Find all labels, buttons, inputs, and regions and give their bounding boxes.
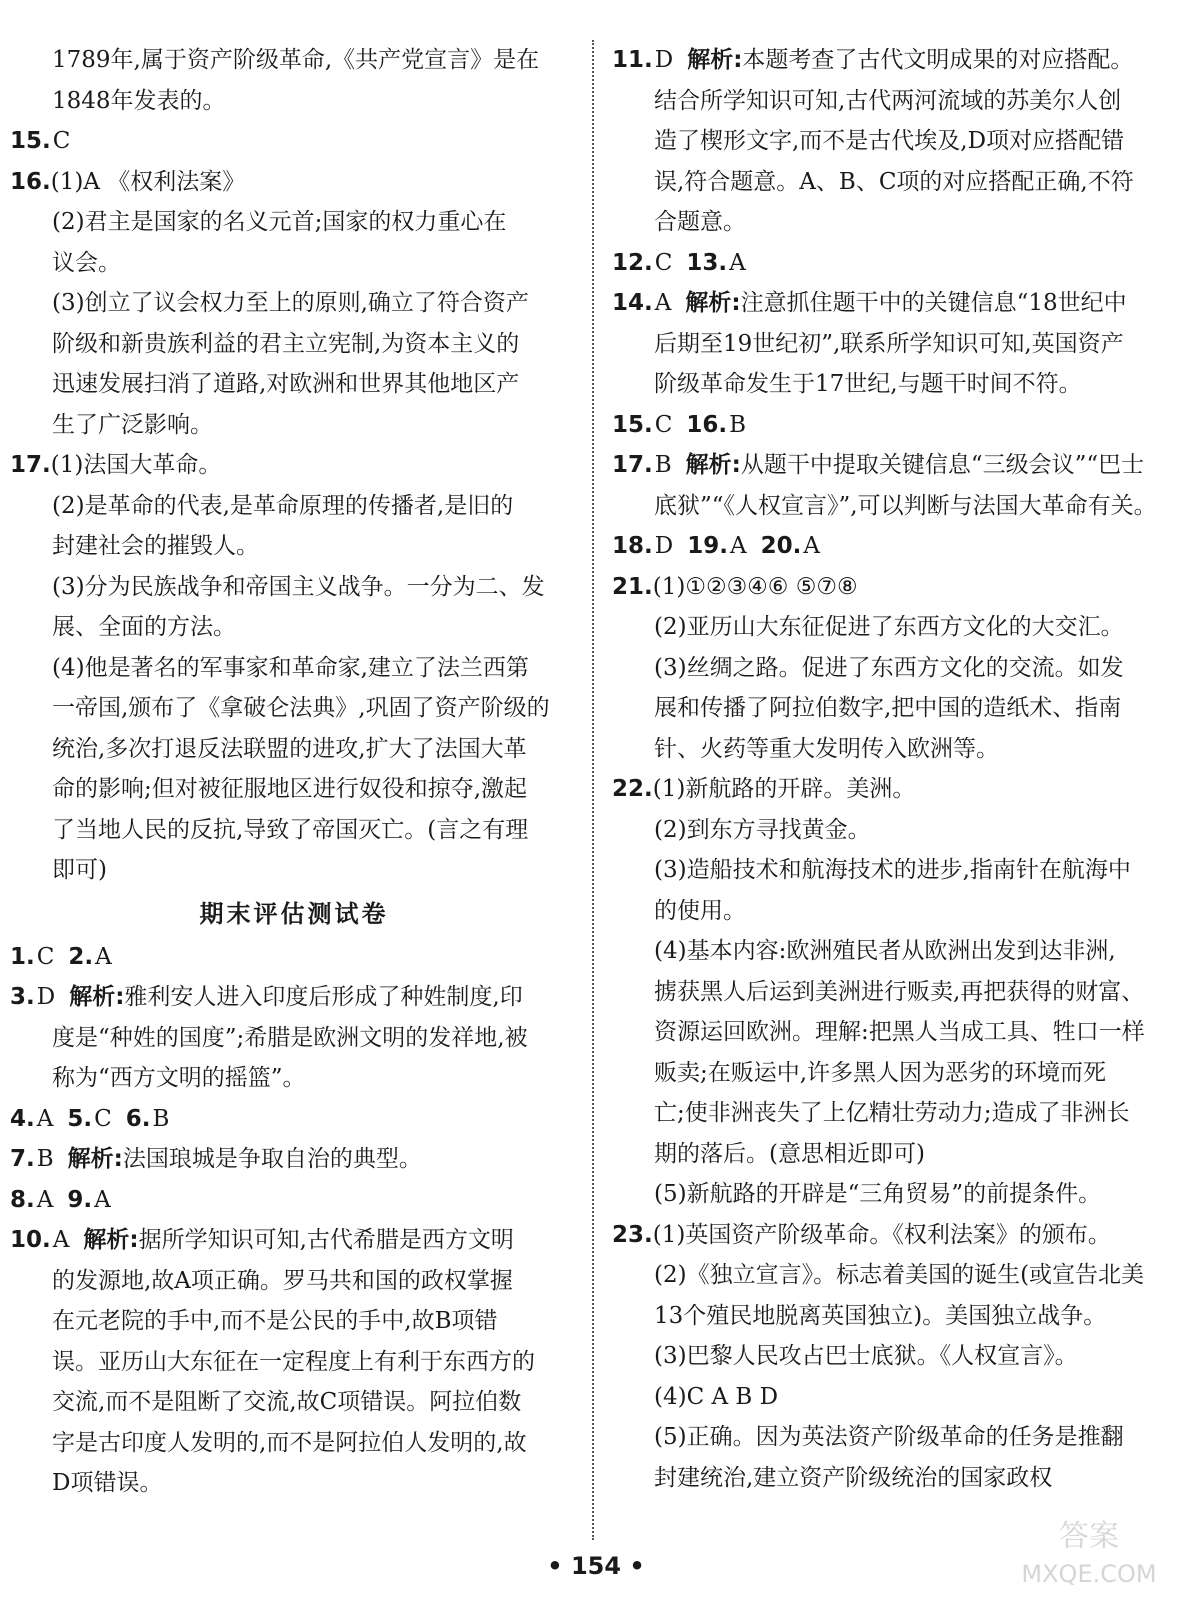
analysis-label: 解析: <box>687 47 743 73</box>
text-line <box>612 972 1184 1013</box>
answer-choice: C <box>52 128 71 154</box>
line-text: (3)丝绸之路。促进了东西方文化的交流。如发 <box>654 654 1124 681</box>
answer-choice: B <box>729 411 747 438</box>
text-line <box>612 1377 1184 1418</box>
line-text: 交流,而不是阻断了交流,故C项错误。阿拉伯数 <box>52 1389 522 1415</box>
question-number: 8. <box>10 1186 35 1213</box>
text-line <box>612 324 1184 365</box>
answer-choice: A <box>729 533 747 559</box>
question-number: 18. <box>612 533 653 559</box>
text-line <box>612 1296 1184 1337</box>
text-line <box>612 1012 1184 1053</box>
line-text: 掳获黑人后运到美洲进行贩卖,再把获得的财富、 <box>654 978 1145 1005</box>
line-text: 据所学知识可知,古代希腊是西方文明 <box>138 1227 514 1253</box>
text-line <box>612 405 1184 446</box>
line-text: 阶级和新贵族利益的君主立宪制,为资本主义的 <box>52 330 520 357</box>
text-line <box>10 283 578 324</box>
line-text: 结合所学知识可知,古代两河流域的苏美尔人创 <box>654 87 1122 114</box>
text-line <box>612 1255 1184 1296</box>
line-text: 命的影响;但对被征服地区进行奴役和掠夺,激起 <box>52 776 528 802</box>
text-line <box>612 607 1184 648</box>
line-text: 在元老院的手中,而不是公民的手中,故B项错 <box>52 1308 498 1334</box>
left-lines <box>10 40 578 891</box>
answer-choice: C <box>654 249 673 276</box>
line-text: 的使用。 <box>654 897 746 924</box>
left-column <box>10 40 578 1504</box>
answer-choice: A <box>94 1186 111 1213</box>
right-column <box>612 40 1184 1498</box>
text-line <box>10 162 578 203</box>
line-text: (2)亚历山大东征促进了东西方文化的大交汇。 <box>654 614 1124 640</box>
text-line <box>10 1099 578 1140</box>
answer-choice: D <box>654 533 674 559</box>
question-number: 10. <box>10 1227 51 1253</box>
line-text: 一帝国,颁布了《拿破仑法典》,巩固了资产阶级的 <box>52 695 550 721</box>
analysis-label: 解析: <box>67 1146 123 1172</box>
line-text: 法国琅城是争取自治的典型。 <box>122 1146 422 1172</box>
svg-text:答案: 答案 <box>1059 1519 1119 1554</box>
svg-text:MXQE.COM: MXQE.COM <box>1021 1560 1157 1588</box>
question-number: 16. <box>686 411 728 438</box>
text-line <box>10 567 578 608</box>
line-text: (4)C A B D <box>654 1383 779 1410</box>
analysis-label: 解析: <box>83 1227 139 1253</box>
text-line <box>612 850 1184 891</box>
line-text: 度是“种姓的国度”;希腊是欧洲文明的发祥地,被 <box>52 1024 528 1051</box>
text-line <box>10 405 578 446</box>
answer-choice: C <box>94 1105 112 1132</box>
text-line <box>10 850 578 891</box>
question-number: 6. <box>125 1105 151 1132</box>
text-line <box>10 1261 578 1302</box>
text-line <box>10 607 578 648</box>
text-line <box>10 769 578 810</box>
line-text: (2)君主是国家的名义元首;国家的权力重心在 <box>52 209 507 235</box>
text-line <box>10 729 578 770</box>
text-line <box>612 1093 1184 1134</box>
text-line <box>10 40 578 81</box>
line-text: 贩卖;在贩运中,许多黑人因为恶劣的环境而死 <box>654 1059 1107 1086</box>
question-number: 4. <box>10 1105 35 1132</box>
line-text: (3)分为民族战争和帝国主义战争。一分为二、发 <box>52 573 545 600</box>
line-text: 期的落后。(意思相近即可) <box>654 1140 925 1167</box>
text-line <box>10 1342 578 1383</box>
line-text: 了当地人民的反抗,导致了帝国灭亡。(言之有理 <box>52 816 529 843</box>
answer-choice: A <box>654 290 672 316</box>
text-line <box>10 121 578 162</box>
line-text: 合题意。 <box>654 209 746 235</box>
line-text: (1)法国大革命。 <box>50 452 222 478</box>
text-line <box>10 243 578 284</box>
text-line <box>10 1139 578 1180</box>
text-line <box>10 688 578 729</box>
line-text: 底狱”“《人权宣言》”,可以判断与法国大革命有关。 <box>654 492 1157 519</box>
question-number: 9. <box>67 1186 93 1213</box>
text-line <box>612 162 1184 203</box>
line-text: (1)新航路的开辟。美洲。 <box>652 776 916 802</box>
answer-choice: A <box>803 533 820 559</box>
text-line <box>612 243 1184 284</box>
text-line <box>10 1423 578 1464</box>
line-text: (5)新航路的开辟是“三角贸易”的前提条件。 <box>654 1181 1102 1207</box>
answer-choice: A <box>729 249 746 276</box>
line-text: 从题干中提取关键信息“三级会议”“巴士 <box>740 452 1145 478</box>
line-text: 即可) <box>52 857 107 883</box>
analysis-label: 解析: <box>69 984 125 1010</box>
text-line <box>10 648 578 689</box>
line-text: 展、全面的方法。 <box>52 614 236 640</box>
line-text: 阶级革命发生于17世纪,与题干时间不符。 <box>654 371 1082 397</box>
question-number: 13. <box>686 249 728 276</box>
line-text: (2)到东方寻找黄金。 <box>654 816 871 843</box>
text-line <box>612 1174 1184 1215</box>
line-text: 的发源地,故A项正确。罗马共和国的政权掌握 <box>52 1267 513 1294</box>
question-number: 5. <box>67 1105 93 1132</box>
text-line <box>10 810 578 851</box>
line-text: 误,符合题意。A、B、C项的对应搭配正确,不符 <box>654 168 1134 195</box>
question-number: 15. <box>612 411 653 438</box>
line-text: (3)巴黎人民攻占巴士底狱。《人权宣言》。 <box>654 1343 1078 1369</box>
line-text: 议会。 <box>52 249 121 276</box>
line-text: 雅利安人进入印度后形成了种姓制度,印 <box>124 984 523 1010</box>
line-text: (2)《独立宣言》。标志着美国的诞生(或宣告北美 <box>654 1262 1145 1288</box>
text-line <box>10 1382 578 1423</box>
line-text: 字是古印度人发明的,而不是阿拉伯人发明的,故 <box>52 1429 527 1456</box>
answer-choice: A <box>95 943 112 970</box>
text-line <box>612 364 1184 405</box>
line-text: (1)①②③④⑥ ⑤⑦⑧ <box>652 573 858 600</box>
analysis-label: 解析: <box>685 452 741 478</box>
text-line <box>10 445 578 486</box>
answer-choice: A <box>52 1227 70 1253</box>
text-line <box>10 1058 578 1099</box>
text-line <box>612 445 1184 486</box>
line-text: 1848年发表的。 <box>52 87 226 114</box>
text-line <box>612 486 1184 527</box>
question-number: 2. <box>68 943 94 970</box>
line-text: 后期至19世纪初”,联系所学知识可知,英国资产 <box>654 330 1124 357</box>
question-number: 12. <box>612 249 653 276</box>
watermark-logo-icon <box>994 1512 1184 1592</box>
line-text: (3)造船技术和航海技术的进步,指南针在航海中 <box>654 857 1131 883</box>
line-text: 展和传播了阿拉伯数字,把中国的造纸术、指南 <box>654 695 1122 721</box>
text-line <box>612 1215 1184 1256</box>
text-line <box>10 1220 578 1261</box>
text-line <box>612 40 1184 81</box>
question-number: 14. <box>612 290 653 316</box>
answer-choice: B <box>654 452 672 478</box>
line-text: (1)A 《权利法案》 <box>50 168 246 195</box>
text-line <box>10 486 578 527</box>
text-line <box>612 1417 1184 1458</box>
question-number: 1. <box>10 943 35 970</box>
answer-choice: C <box>654 411 673 438</box>
line-text: 造了楔形文字,而不是古代埃及,D项对应搭配错 <box>654 128 1125 154</box>
question-number: 7. <box>10 1146 35 1172</box>
question-number: 17. <box>612 452 653 478</box>
question-number: 11. <box>612 47 653 73</box>
line-text: 封建社会的摧毁人。 <box>52 533 259 559</box>
line-text: 称为“西方文明的摇篮”。 <box>52 1065 306 1091</box>
text-line <box>10 1180 578 1221</box>
text-line <box>612 1336 1184 1377</box>
line-text: 资源运回欧洲。理解:把黑人当成工具、牲口一样 <box>654 1019 1145 1045</box>
text-line <box>612 1053 1184 1094</box>
line-text: 针、火药等重大发明传入欧洲等。 <box>654 735 999 762</box>
text-line <box>612 648 1184 689</box>
line-text: 注意抓住题干中的关键信息“18世纪中 <box>740 290 1127 316</box>
text-line <box>612 121 1184 162</box>
line-text: (4)基本内容:欧洲殖民者从欧洲出发到达非洲, <box>654 938 1116 964</box>
line-text: 生了广泛影响。 <box>52 411 213 438</box>
answer-choice: A <box>36 1186 54 1213</box>
text-line <box>612 202 1184 243</box>
question-number: 22. <box>612 776 653 802</box>
column-divider <box>592 40 594 1540</box>
line-text: 1789年,属于资产阶级革命,《共产党宣言》是在 <box>52 47 540 73</box>
answer-choice: D <box>654 47 674 73</box>
text-line <box>612 769 1184 810</box>
line-text: 本题考查了古代文明成果的对应搭配。 <box>742 47 1134 73</box>
text-line <box>612 931 1184 972</box>
line-text: 亡;使非洲丧失了上亿精壮劳动力;造成了非洲长 <box>654 1100 1130 1126</box>
question-number: 20. <box>760 533 802 559</box>
text-line <box>612 283 1184 324</box>
text-line <box>10 1463 578 1504</box>
section-title: 期末评估测试卷 <box>199 898 389 928</box>
line-text: (4)他是著名的军事家和革命家,建立了法兰西第 <box>52 654 529 681</box>
answer-choice: B <box>36 1146 54 1172</box>
text-line <box>10 324 578 365</box>
text-line <box>612 81 1184 122</box>
answer-choice: A <box>36 1105 54 1132</box>
text-line <box>612 567 1184 608</box>
line-text: 13个殖民地脱离英国独立)。美国独立战争。 <box>654 1302 1107 1329</box>
question-number: 21. <box>612 573 653 600</box>
line-text: (2)是革命的代表,是革命原理的传播者,是旧的 <box>52 492 514 519</box>
line-text: (1)英国资产阶级革命。《权利法案》的颁布。 <box>652 1221 1111 1248</box>
text-line <box>612 526 1184 567</box>
question-number: 3. <box>10 984 35 1010</box>
text-line <box>10 81 578 122</box>
text-line <box>612 688 1184 729</box>
left-lines-2 <box>10 937 578 1504</box>
text-line <box>612 1134 1184 1175</box>
line-text: 封建统治,建立资产阶级统治的国家政权 <box>654 1464 1053 1491</box>
question-number: 19. <box>687 533 728 559</box>
question-number: 23. <box>612 1221 653 1248</box>
line-text: (3)创立了议会权力至上的原则,确立了符合资产 <box>52 290 529 316</box>
line-text: 迅速发展扫消了道路,对欧洲和世界其他地区产 <box>52 371 520 397</box>
answer-choice: B <box>152 1105 170 1132</box>
line-text: 误。亚历山大东征在一定程度上有利于东西方的 <box>52 1348 535 1375</box>
text-line <box>612 729 1184 770</box>
text-line <box>612 891 1184 932</box>
text-line <box>10 1301 578 1342</box>
text-line <box>10 937 578 978</box>
answer-choice: C <box>36 943 55 970</box>
text-line <box>612 1458 1184 1499</box>
page-number: • 154 • <box>547 1552 645 1580</box>
line-text: D项错误。 <box>52 1470 163 1496</box>
question-number: 16. <box>10 168 51 195</box>
text-line <box>10 526 578 567</box>
text-line <box>612 810 1184 851</box>
question-number: 15. <box>10 128 51 154</box>
text-line <box>10 977 578 1018</box>
text-line <box>10 1018 578 1059</box>
text-line <box>10 202 578 243</box>
right-lines <box>612 40 1184 1498</box>
analysis-label: 解析: <box>685 290 741 316</box>
text-line <box>10 364 578 405</box>
answer-choice: D <box>36 984 56 1010</box>
line-text: (5)正确。因为英法资产阶级革命的任务是推翻 <box>654 1424 1124 1450</box>
question-number: 17. <box>10 452 51 478</box>
line-text: 统治,多次打退反法联盟的进攻,扩大了法国大革 <box>52 735 527 762</box>
